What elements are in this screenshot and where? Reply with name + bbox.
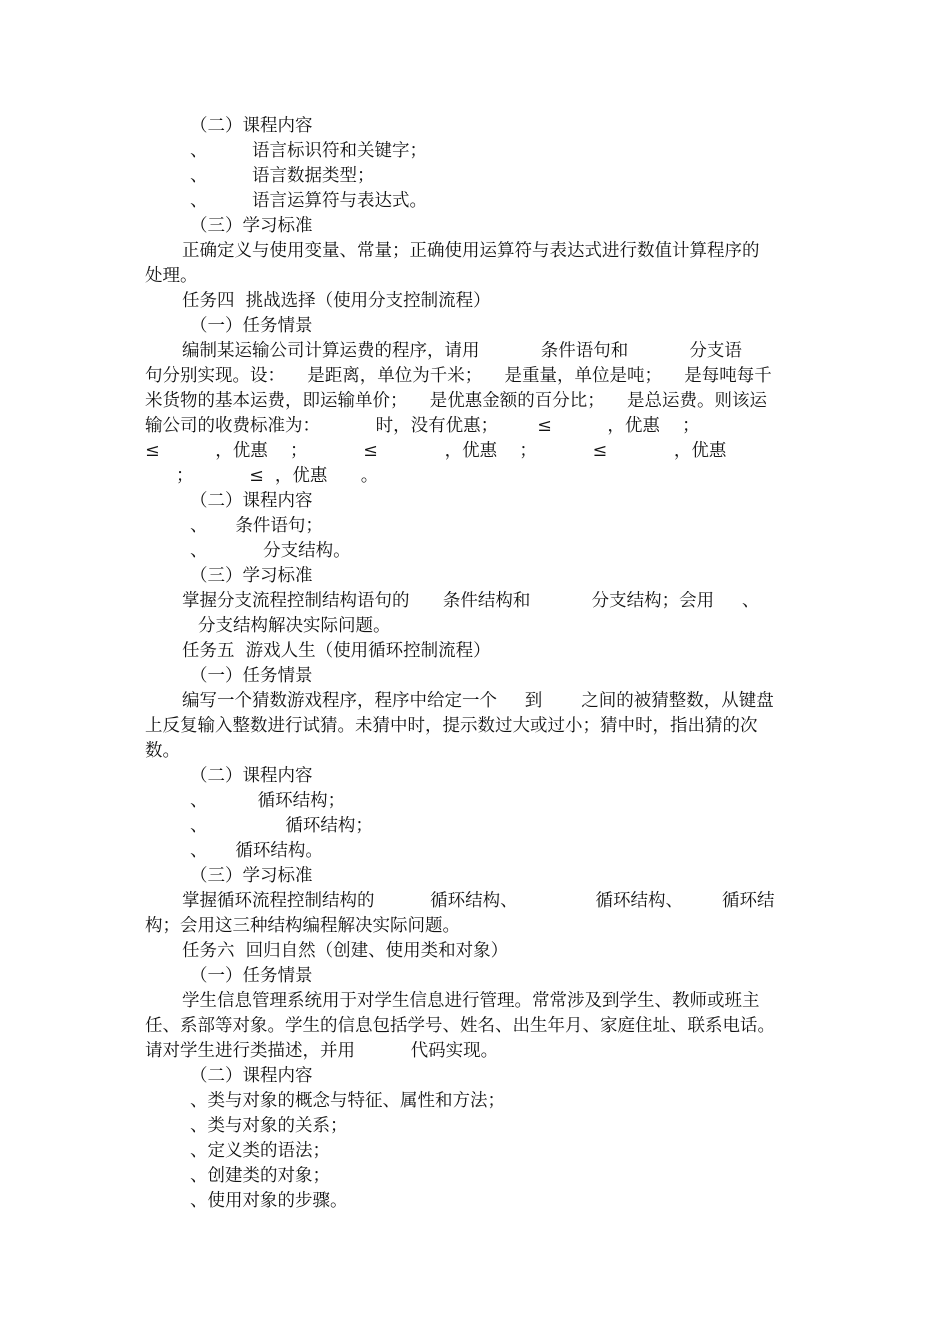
paragraph-line: 分支结构解决实际问题。	[198, 616, 391, 636]
section-heading: （一）任务情景	[190, 966, 313, 986]
paragraph-line: 米货物的基本运费，即运输单价； 是优惠金额的百分比； 是总运费。则该运	[145, 391, 767, 411]
section-heading: （一）任务情景	[190, 316, 313, 336]
list-item: 、 循环结构。	[190, 841, 323, 861]
paragraph-line: 编写一个猜数游戏程序，程序中给定一个 到 之间的被猜整数，从键盘	[182, 691, 774, 711]
list-item: 、使用对象的步骤。	[190, 1191, 348, 1211]
paragraph-line: 编制某运输公司计算运费的程序，请用 条件语句和 分支语	[182, 341, 742, 361]
paragraph-line: 任、系部等对象。学生的信息包括学号、姓名、出生年月、家庭住址、联系电话。	[145, 1016, 775, 1036]
paragraph-line: 掌握分支流程控制结构语句的 条件结构和 分支结构；会用 、	[182, 591, 760, 611]
list-item: 、定义类的语法；	[190, 1141, 330, 1161]
paragraph-line: 学生信息管理系统用于对学生信息进行管理。常常涉及到学生、教师或班主	[182, 991, 760, 1011]
paragraph-line: 掌握循环流程控制结构的 循环结构、 循环结构、 循环结	[182, 891, 775, 911]
paragraph-line: 正确定义与使用变量、常量；正确使用运算符与表达式进行数值计算程序的	[182, 241, 760, 261]
list-item: 、 条件语句；	[190, 516, 323, 536]
task-heading: 任务五 游戏人生（使用循环控制流程）	[182, 641, 491, 661]
section-heading: （三）学习标准	[190, 566, 313, 586]
list-item: 、类与对象的概念与特征、属性和方法；	[190, 1091, 505, 1111]
paragraph-line: ； ≤ ，优惠 。	[176, 466, 379, 486]
paragraph-line: 句分别实现。设： 是距离，单位为千米； 是重量，单位是吨； 是每吨每千	[145, 366, 772, 386]
paragraph-line: 请对学生进行类描述，并用 代码实现。	[145, 1041, 499, 1061]
list-item: 、创建类的对象；	[190, 1166, 330, 1186]
list-item: 、类与对象的关系；	[190, 1116, 348, 1136]
list-item: 、 语言数据类型；	[190, 166, 375, 186]
list-item: 、 循环结构；	[190, 791, 346, 811]
paragraph-line: 处理。	[145, 266, 198, 286]
paragraph-line: 上反复输入整数进行试猜。未猜中时，提示数过大或过小；猜中时，指出猜的次	[145, 716, 758, 736]
paragraph-line: 输公司的收费标准为： 时，没有优惠； ≤ ，优惠 ；	[145, 416, 700, 436]
section-heading: （二）课程内容	[190, 116, 313, 136]
section-heading: （三）学习标准	[190, 866, 313, 886]
section-heading: （二）课程内容	[190, 1066, 313, 1086]
list-item: 、 语言标识符和关键字；	[190, 141, 428, 161]
task-heading: 任务六 回归自然（创建、使用类和对象）	[182, 941, 509, 961]
list-item: 、 分支结构。	[190, 541, 351, 561]
task-heading: 任务四 挑战选择（使用分支控制流程）	[182, 291, 491, 311]
section-heading: （一）任务情景	[190, 666, 313, 686]
paragraph-line: 数。	[145, 741, 180, 761]
paragraph-line: 构；会用这三种结构编程解决实际问题。	[145, 916, 460, 936]
list-item: 、 循环结构；	[190, 816, 373, 836]
section-heading: （二）课程内容	[190, 491, 313, 511]
section-heading: （三）学习标准	[190, 216, 313, 236]
paragraph-line: ≤ ，优惠 ； ≤ ，优惠 ； ≤ ，优惠	[145, 441, 727, 461]
section-heading: （二）课程内容	[190, 766, 313, 786]
list-item: 、 语言运算符与表达式。	[190, 191, 428, 211]
